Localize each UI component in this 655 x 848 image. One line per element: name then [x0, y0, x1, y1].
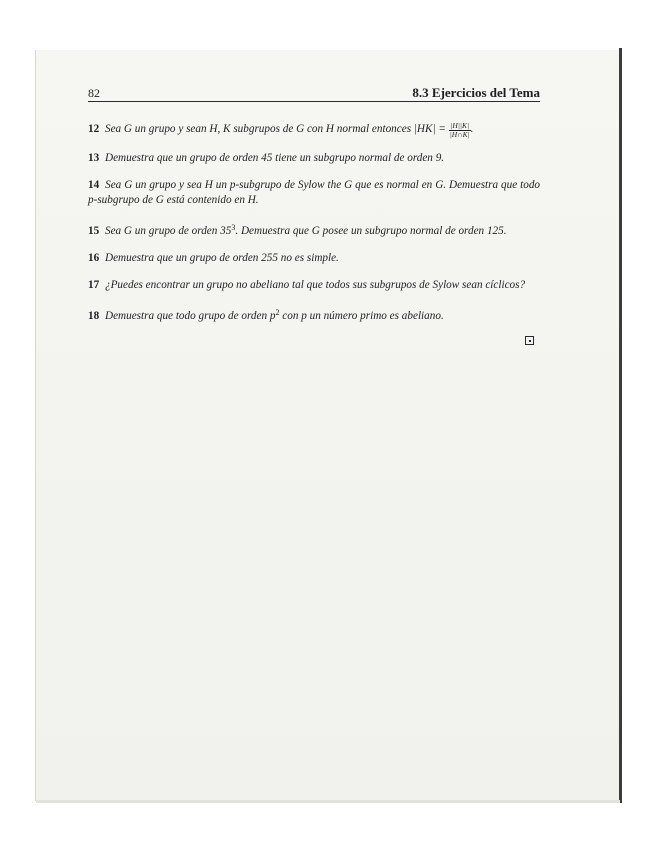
exponent: 3 [231, 223, 236, 232]
fraction-numerator: |H||K| [450, 121, 470, 130]
exercise-number: 17 [88, 279, 100, 291]
exercise-text: ¿Puedes encontrar un grupo no abeliano tal que todos sus subgrupos de Sylow sean cíclicos? [104, 279, 526, 291]
exercise-text: Sea G un grupo de orden 35 [104, 225, 232, 237]
header-rule [88, 101, 540, 102]
exercise-number: 16 [88, 252, 100, 264]
exercise-number: 14 [88, 179, 100, 191]
exercise-12 [88, 122, 540, 139]
exercise-16 [88, 251, 540, 266]
exercise-text: Demuestra que todo grupo de orden p [104, 310, 276, 322]
exercise-text: Demuestra que un grupo de orden 255 no es simple. [104, 252, 339, 264]
exercise-15 [88, 220, 540, 239]
exercise-list [88, 122, 540, 336]
exercise-text-end: . [470, 123, 474, 135]
exponent: 2 [275, 308, 280, 317]
paper-left-edge [35, 50, 36, 801]
exercise-text: Demuestra que un grupo de orden 45 tiene un subgrupo normal de orden 9. [104, 152, 445, 164]
section-title: 8.3 Ejercicios del Tema [412, 85, 540, 100]
fraction-denominator: |H∩K| [449, 130, 470, 139]
paper-right-edge-shadow [619, 48, 622, 803]
exercise-text: Sea G un grupo y sean H, K subgrupos de G con H normal entonces |HK| = [104, 123, 449, 135]
paper-bottom-edge [36, 800, 620, 803]
exercise-14 [88, 178, 540, 208]
exercise-number: 13 [88, 152, 100, 164]
fraction [449, 122, 471, 139]
exercise-17 [88, 278, 540, 293]
exercise-number: 12 [88, 123, 100, 135]
page-number: 82 [88, 86, 100, 100]
exercise-number: 15 [88, 225, 100, 237]
running-header [88, 84, 540, 102]
exercise-text-end: con p un número primo es abeliano. [279, 310, 444, 322]
exercise-text-end: . Demuestra que G posee un subgrupo normal de orden 125. [235, 225, 507, 237]
exercise-18 [88, 305, 540, 324]
exercise-13 [88, 151, 540, 166]
exercise-text: Sea G un grupo y sea H un p-subgrupo de Sylow the G que es normal en G. Demuestra que todo p-subgrupo de G está contenido en H. [88, 179, 541, 206]
exercise-number: 18 [88, 310, 100, 322]
qed-box-icon [525, 336, 534, 345]
